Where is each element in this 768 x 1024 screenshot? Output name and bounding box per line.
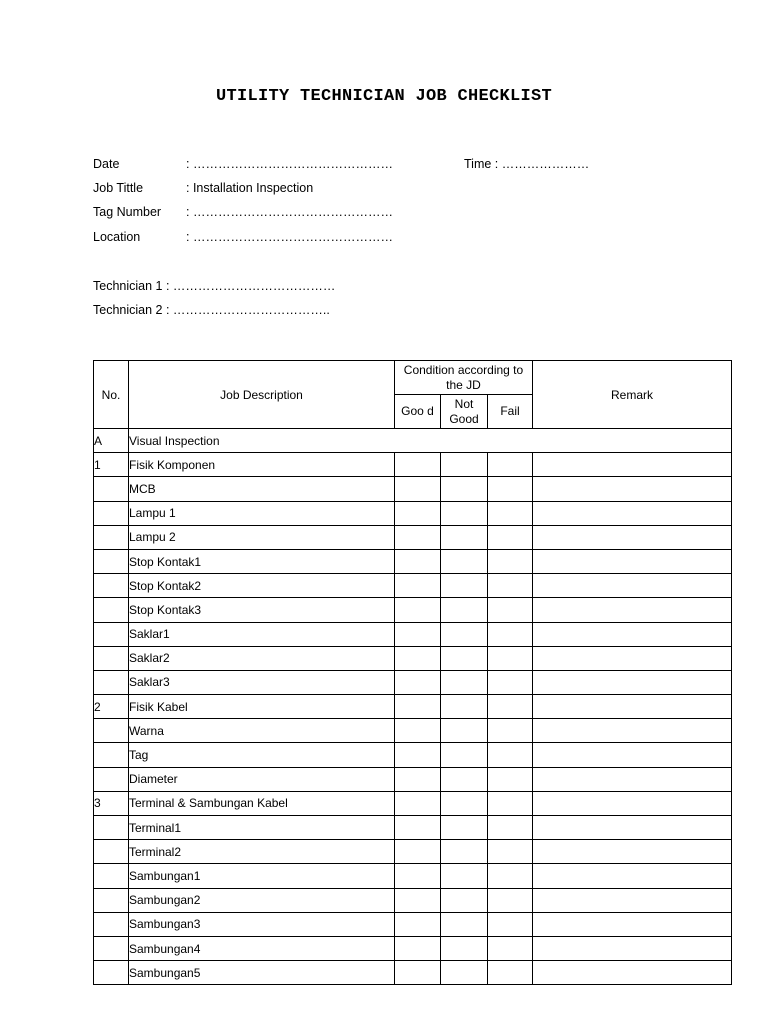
table-row: [94, 791, 732, 815]
remark-cell[interactable]: [533, 840, 732, 864]
date-label: Date: [93, 157, 120, 171]
fail-check-cell[interactable]: [488, 791, 533, 815]
row-no: 2: [94, 695, 129, 719]
row-description: Terminal2: [129, 840, 395, 864]
table-row: [94, 477, 732, 501]
not-good-check-cell[interactable]: [441, 549, 488, 573]
fail-check-cell[interactable]: [488, 961, 533, 985]
table-row: [94, 816, 732, 840]
not-good-check-cell[interactable]: [441, 961, 488, 985]
table-row: [94, 525, 732, 549]
remark-cell[interactable]: [533, 816, 732, 840]
remark-cell[interactable]: [533, 767, 732, 791]
row-description: Fisik Komponen: [129, 453, 395, 477]
not-good-check-cell[interactable]: [441, 622, 488, 646]
row-no: [94, 646, 129, 670]
row-no: 3: [94, 791, 129, 815]
not-good-check-cell[interactable]: [441, 453, 488, 477]
fail-check-cell[interactable]: [488, 622, 533, 646]
good-check-cell[interactable]: [395, 670, 441, 694]
fail-check-cell[interactable]: [488, 912, 533, 936]
good-check-cell[interactable]: [395, 598, 441, 622]
table-row: [94, 549, 732, 573]
table-row: [94, 961, 732, 985]
row-no: [94, 912, 129, 936]
job-title-label: Job Tittle: [93, 181, 144, 195]
remark-cell[interactable]: [533, 501, 732, 525]
good-check-cell[interactable]: [395, 791, 441, 815]
not-good-check-cell[interactable]: [441, 840, 488, 864]
row-description: Lampu 1: [129, 501, 395, 525]
remark-cell[interactable]: [533, 912, 732, 936]
not-good-check-cell[interactable]: [441, 888, 488, 912]
row-description: Stop Kontak3: [129, 598, 395, 622]
fail-check-cell[interactable]: [488, 719, 533, 743]
fail-check-cell[interactable]: [488, 695, 533, 719]
good-check-cell[interactable]: [395, 864, 441, 888]
table-row: [94, 864, 732, 888]
not-good-check-cell[interactable]: [441, 670, 488, 694]
row-description: MCB: [129, 477, 395, 501]
remark-cell[interactable]: [533, 961, 732, 985]
fail-check-cell[interactable]: [488, 574, 533, 598]
table-row: [94, 501, 732, 525]
row-description: Saklar1: [129, 622, 395, 646]
fail-check-cell[interactable]: [488, 816, 533, 840]
not-good-check-cell[interactable]: [441, 912, 488, 936]
not-good-check-cell[interactable]: [441, 719, 488, 743]
row-description: Sambungan2: [129, 888, 395, 912]
good-check-cell[interactable]: [395, 840, 441, 864]
good-check-cell[interactable]: [395, 912, 441, 936]
not-good-check-cell[interactable]: [441, 646, 488, 670]
good-check-cell[interactable]: [395, 695, 441, 719]
remark-cell[interactable]: [533, 888, 732, 912]
tag-number-value: : …………………………………………: [186, 205, 393, 219]
good-check-cell[interactable]: [395, 961, 441, 985]
table-row: [94, 695, 732, 719]
row-description: Sambungan3: [129, 912, 395, 936]
not-good-check-cell[interactable]: [441, 864, 488, 888]
row-no: [94, 767, 129, 791]
remark-cell[interactable]: [533, 695, 732, 719]
not-good-check-cell[interactable]: [441, 695, 488, 719]
good-check-cell[interactable]: [395, 549, 441, 573]
fail-check-cell[interactable]: [488, 840, 533, 864]
header-good: Goo d: [395, 395, 441, 429]
remark-cell[interactable]: [533, 743, 732, 767]
table-row: [94, 670, 732, 694]
not-good-check-cell[interactable]: [441, 574, 488, 598]
row-no: [94, 743, 129, 767]
row-no: [94, 719, 129, 743]
fail-check-cell[interactable]: [488, 477, 533, 501]
row-no: [94, 670, 129, 694]
fail-check-cell[interactable]: [488, 501, 533, 525]
remark-cell[interactable]: [533, 622, 732, 646]
fail-check-cell[interactable]: [488, 743, 533, 767]
header-no: No.: [94, 361, 129, 429]
table-row: [94, 719, 732, 743]
not-good-check-cell[interactable]: [441, 816, 488, 840]
row-description: Stop Kontak2: [129, 574, 395, 598]
row-description: Sambungan5: [129, 961, 395, 985]
good-check-cell[interactable]: [395, 767, 441, 791]
remark-cell[interactable]: [533, 525, 732, 549]
location-value: : …………………………………………: [186, 230, 393, 244]
section-title: Visual Inspection: [129, 429, 732, 453]
table-row: [94, 622, 732, 646]
good-check-cell[interactable]: [395, 574, 441, 598]
not-good-check-cell[interactable]: [441, 936, 488, 960]
row-no: [94, 501, 129, 525]
technician-2-field: Technician 2 : ………………………………..: [93, 303, 330, 317]
not-good-check-cell[interactable]: [441, 767, 488, 791]
document-title: UTILITY TECHNICIAN JOB CHECKLIST: [215, 87, 553, 106]
table-row: [94, 767, 732, 791]
row-no: [94, 816, 129, 840]
header-fail: Fail: [488, 395, 533, 429]
time-label: Time :: [464, 157, 499, 171]
good-check-cell[interactable]: [395, 622, 441, 646]
remark-cell[interactable]: [533, 864, 732, 888]
table-row: [94, 743, 732, 767]
row-no: [94, 549, 129, 573]
fail-check-cell[interactable]: [488, 453, 533, 477]
remark-cell[interactable]: [533, 549, 732, 573]
row-no: [94, 840, 129, 864]
row-description: Terminal1: [129, 816, 395, 840]
row-description: Stop Kontak1: [129, 549, 395, 573]
table-row: [94, 840, 732, 864]
good-check-cell[interactable]: [395, 477, 441, 501]
tag-number-label: Tag Number: [93, 205, 162, 219]
remark-cell[interactable]: [533, 936, 732, 960]
row-no: [94, 864, 129, 888]
table-row: [94, 574, 732, 598]
row-no: 1: [94, 453, 129, 477]
location-label: Location: [93, 230, 141, 244]
row-description: Lampu 2: [129, 525, 395, 549]
row-description: Sambungan1: [129, 864, 395, 888]
header-job-description: Job Description: [129, 361, 395, 429]
remark-cell[interactable]: [533, 670, 732, 694]
fail-check-cell[interactable]: [488, 598, 533, 622]
remark-cell[interactable]: [533, 453, 732, 477]
remark-cell[interactable]: [533, 477, 732, 501]
good-check-cell[interactable]: [395, 816, 441, 840]
good-check-cell[interactable]: [395, 501, 441, 525]
good-check-cell[interactable]: [395, 525, 441, 549]
not-good-check-cell[interactable]: [441, 743, 488, 767]
good-check-cell[interactable]: [395, 646, 441, 670]
fail-check-cell[interactable]: [488, 767, 533, 791]
table-row: [94, 888, 732, 912]
remark-cell[interactable]: [533, 646, 732, 670]
date-value: : …………………………………………: [186, 157, 393, 171]
row-no: [94, 525, 129, 549]
row-no: [94, 888, 129, 912]
section-row: [94, 429, 732, 453]
row-no: [94, 961, 129, 985]
good-check-cell[interactable]: [395, 936, 441, 960]
good-check-cell[interactable]: [395, 453, 441, 477]
job-title-value: : Installation Inspection: [186, 181, 314, 195]
row-description: Fisik Kabel: [129, 695, 395, 719]
not-good-check-cell[interactable]: [441, 598, 488, 622]
header-condition: Condition according to the JD: [395, 361, 533, 395]
row-no: [94, 477, 129, 501]
fail-check-cell[interactable]: [488, 864, 533, 888]
fail-check-cell[interactable]: [488, 646, 533, 670]
fail-check-cell[interactable]: [488, 888, 533, 912]
row-description: Terminal & Sambungan Kabel: [129, 791, 395, 815]
time-field: [464, 157, 589, 171]
row-description: Diameter: [129, 767, 395, 791]
table-row: [94, 646, 732, 670]
row-no: [94, 574, 129, 598]
header-not-good: Not Good: [441, 395, 488, 429]
section-no: A: [94, 429, 129, 453]
header-remark: Remark: [533, 361, 732, 429]
table-row: [94, 598, 732, 622]
table-row: [94, 453, 732, 477]
row-description: Saklar2: [129, 646, 395, 670]
table-row: [94, 936, 732, 960]
good-check-cell[interactable]: [395, 888, 441, 912]
row-no: [94, 598, 129, 622]
fail-check-cell[interactable]: [488, 670, 533, 694]
good-check-cell[interactable]: [395, 719, 441, 743]
technician-1-field: Technician 1 : …………………………………: [93, 279, 336, 293]
remark-cell[interactable]: [533, 791, 732, 815]
row-no: [94, 622, 129, 646]
row-description: Saklar3: [129, 670, 395, 694]
remark-cell[interactable]: [533, 598, 732, 622]
good-check-cell[interactable]: [395, 743, 441, 767]
time-value: …………………: [501, 157, 590, 171]
row-description: Sambungan4: [129, 936, 395, 960]
row-no: [94, 936, 129, 960]
remark-cell[interactable]: [533, 574, 732, 598]
row-description: Tag: [129, 743, 395, 767]
checklist-table: [93, 360, 732, 985]
fail-check-cell[interactable]: [488, 936, 533, 960]
remark-cell[interactable]: [533, 719, 732, 743]
not-good-check-cell[interactable]: [441, 791, 488, 815]
fail-check-cell[interactable]: [488, 525, 533, 549]
not-good-check-cell[interactable]: [441, 501, 488, 525]
fail-check-cell[interactable]: [488, 549, 533, 573]
table-row: [94, 912, 732, 936]
not-good-check-cell[interactable]: [441, 525, 488, 549]
not-good-check-cell[interactable]: [441, 477, 488, 501]
row-description: Warna: [129, 719, 395, 743]
